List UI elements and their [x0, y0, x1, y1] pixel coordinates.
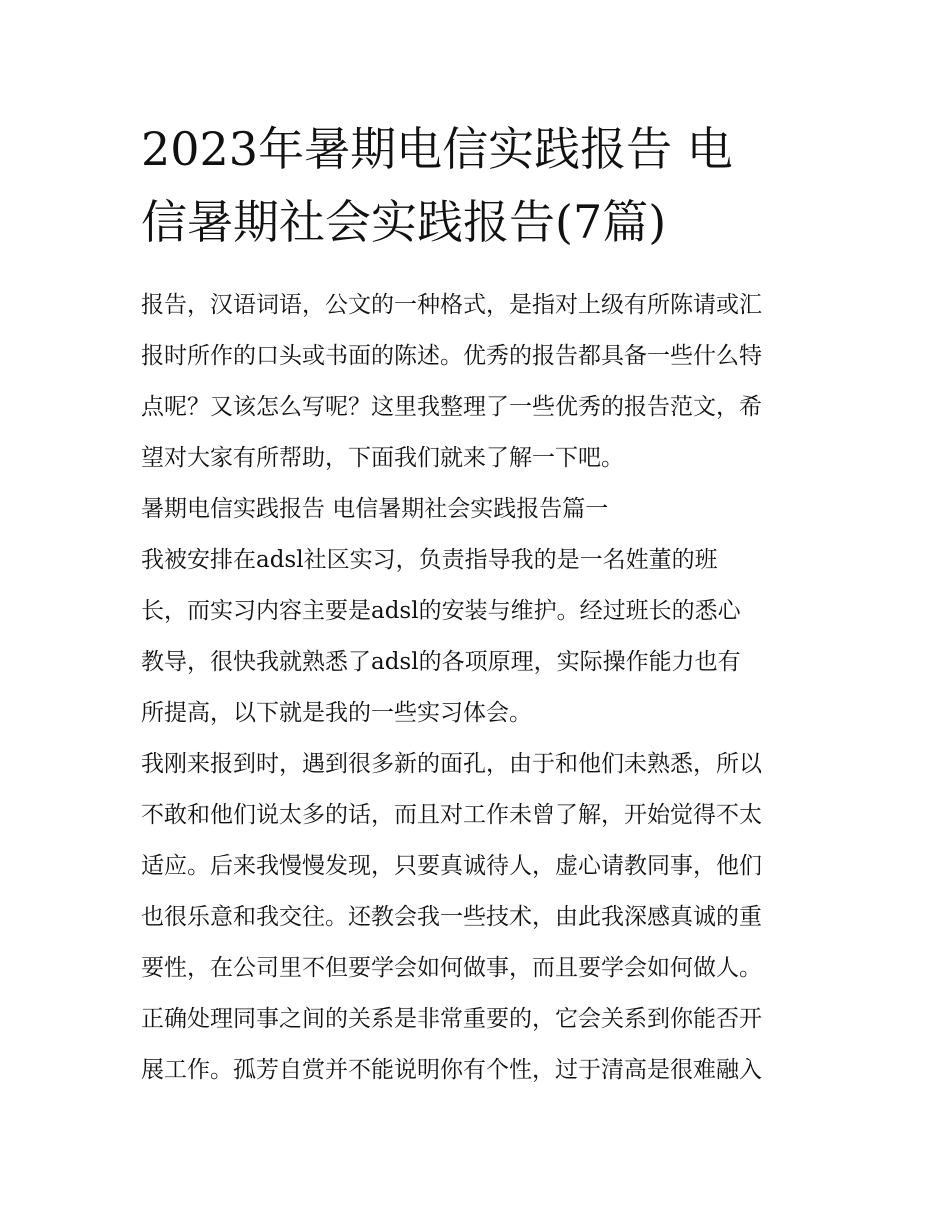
section-heading-text: 暑期电信实践报告 电信暑期社会实践报告篇一 [141, 496, 609, 522]
body-paragraph [141, 535, 821, 739]
text-line: 适应。后来我慢慢发现，只要真诚待人，虚心请教同事，他们 [141, 853, 762, 879]
text-line: 正确处理同事之间的关系是非常重要的，它会关系到你能否开 [141, 1006, 762, 1032]
title-line-2: 信暑期社会实践报告(7篇) [141, 195, 667, 249]
document-body [141, 280, 821, 1096]
text-line: 不敢和他们说太多的话，而且对工作未曾了解，开始觉得不太 [141, 802, 762, 828]
text-line: 长，而实习内容主要是adsl的安装与维护。经过班长的悉心 [141, 598, 741, 624]
document-title [141, 113, 821, 259]
text-line: 我被安排在adsl社区实习，负责指导我的是一名姓董的班 [141, 547, 718, 573]
title-line-1: 2023年暑期电信实践报告 电 [141, 122, 733, 176]
text-line: 展工作。孤芳自赏并不能说明你有个性，过于清高是很难融入 [141, 1057, 762, 1083]
text-line: 报时所作的口头或书面的陈述。优秀的报告都具备一些什么特 [141, 343, 762, 369]
text-line: 报告，汉语词语，公文的一种格式，是指对上级有所陈请或汇 [141, 292, 762, 318]
text-line: 望对大家有所帮助，下面我们就来了解一下吧。 [141, 445, 624, 471]
text-line: 也很乐意和我交往。还教会我一些技术，由此我深感真诚的重 [141, 904, 762, 930]
text-line: 点呢？又该怎么写呢？这里我整理了一些优秀的报告范文，希 [141, 394, 762, 420]
text-line: 我刚来报到时，遇到很多新的面孔，由于和他们未熟悉，所以 [141, 751, 762, 777]
body-paragraph [141, 739, 821, 1096]
text-line: 要性，在公司里不但要学会如何做事，而且要学会如何做人。 [141, 955, 762, 981]
text-line: 所提高，以下就是我的一些实习体会。 [141, 700, 532, 726]
text-line: 教导，很快我就熟悉了adsl的各项原理，实际操作能力也有 [141, 649, 741, 675]
section-heading [141, 484, 821, 535]
intro-paragraph [141, 280, 821, 484]
